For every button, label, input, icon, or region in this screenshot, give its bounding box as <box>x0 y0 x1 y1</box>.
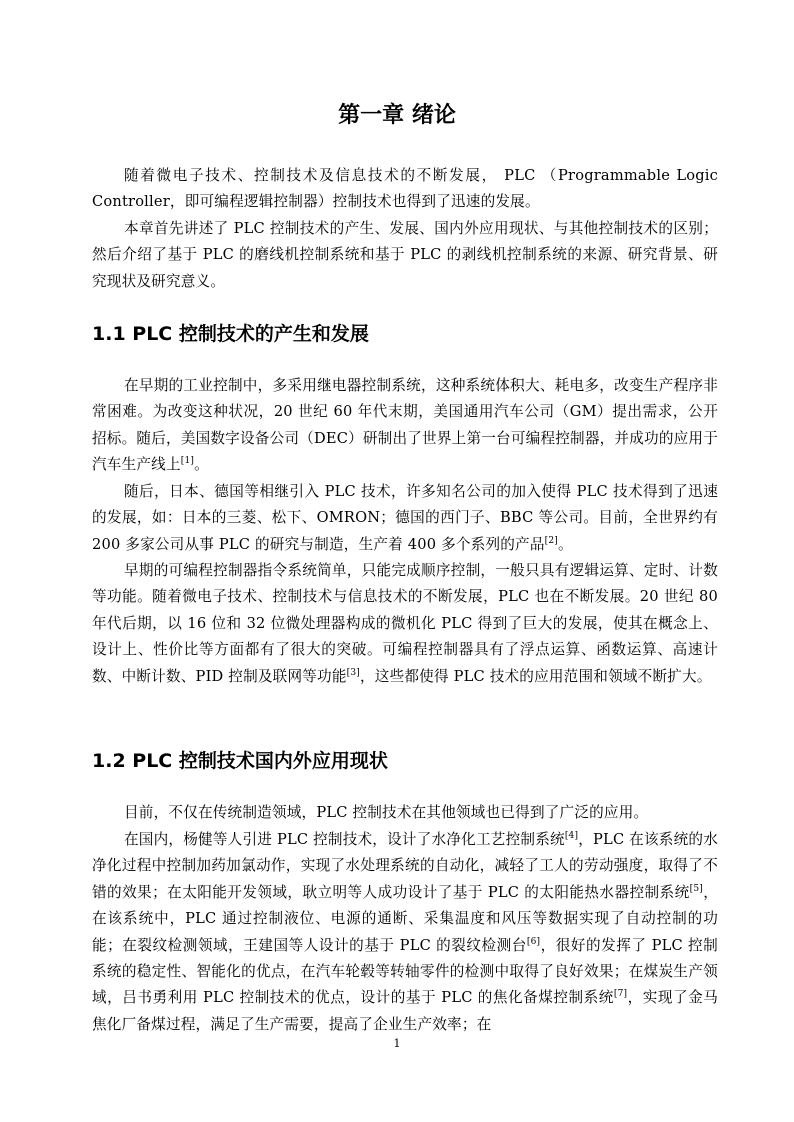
paragraph-text: 在早期的工业控制中，多采用继电器控制系统，这种系统体积大、耗电多，改变生产程序非常困难。为改变这种状况，20 世纪 60 年代末期，美国通用汽车公司（GM）提出需求，公开招标。随后，美国数字设备公司（DEC）研制出了世界上第一台可编程控制器，并成功的应用于汽车生产线上 <box>92 377 718 474</box>
citation-ref: [7] <box>613 989 628 1000</box>
paragraph-text: 早期的可编程控制器指令系统简单，只能完成顺序控制，一般只具有逻辑运算、定时、计数等功能。随着微电子技术、控制技术与信息技术的不断发展，PLC 也在不断发展。20 世纪 80 年代后期，以 16 位和 32 位微处理器构成的微机化 PLC 得到了巨大的发展，使其在概念上、设计上、性价比等方面都有了很大的突破。可编程控制器具有了浮点运算、函数运算、高速计数、中断计数、PID 控制及联网等功能 <box>92 562 718 685</box>
citation-ref: [4] <box>564 831 579 842</box>
intro-paragraph-1: 随着微电子技术、控制技术及信息技术的不断发展， PLC （Programmable Logic Controller，即可编程逻辑控制器）控制技术也得到了迅速的发展。 <box>92 167 718 211</box>
section-heading-1-1: 1.1 PLC 控制技术的产生和发展 <box>92 323 369 345</box>
page-number: 1 <box>393 1037 401 1050</box>
section1-paragraph-3 <box>92 558 718 690</box>
paragraph-text: ，很好的发挥了 PLC 控制系统的稳定性、智能化的优点，在汽车轮毂等转轴零件的检测中取得了良好效果；在煤炭生产领域，吕书勇利用 PLC 控制技术的优点，设计的基于 PLC 的焦化备煤控制系统 <box>92 936 718 1007</box>
chapter-title: 第一章 绪论 <box>338 103 456 128</box>
citation-ref: [3] <box>346 667 360 678</box>
intro-paragraph-2: 本章首先讲述了 PLC 控制技术的产生、发展、国内外应用现状、与其他控制技术的区别；然后介绍了基于 PLC 的磨线机控制系统和基于 PLC 的剥线机控制系统的来源、研究背景、研究现状及研究意义。 <box>92 220 718 290</box>
citation-ref: [1] <box>180 456 195 467</box>
paragraph-text: 。 <box>194 456 209 474</box>
section2-paragraph-2 <box>92 827 718 1038</box>
paragraph-text: ，实现了金马焦化厂备煤过程，满足了生产需要，提高了企业生产效率；在 <box>92 989 719 1033</box>
paragraph-text: 在国内，杨健等人引进 PLC 控制技术，设计了水净化工艺控制系统 <box>124 831 565 848</box>
citation-ref: [5] <box>689 883 703 894</box>
paragraph-text: 。 <box>558 535 573 553</box>
section1-paragraph-2 <box>92 479 718 558</box>
paragraph-text: 随后，日本、德国等相继引入 PLC 技术，许多知名公司的加入使得 PLC 技术得到了迅速的发展，如：日本的三菱、松下、OMRON；德国的西门子、BBC 等公司。目前，全世界约有 200 多家公司从事 PLC 的研究与制造，生产着 400 多个系列的产品 <box>92 483 718 553</box>
citation-ref: [2] <box>544 535 558 546</box>
section1-paragraph-1 <box>92 373 718 479</box>
section2-paragraph-1: 目前，不仅在传统制造领域，PLC 控制技术在其他领域也已得到了广泛的应用。 <box>124 804 649 821</box>
paragraph-text: ，这些都使得 PLC 技术的应用范围和领域不断扩大。 <box>360 667 712 685</box>
citation-ref: [6] <box>526 936 541 947</box>
paragraph-text: ，PLC 在该系统的水净化过程中控制加药加氯动作，实现了水处理系统的自动化，减轻了工人的劳动强度，取得了不错的效果；在太阳能开发领域，耿立明等人成功设计了基于 PLC 的太阳能热水器控制系统 <box>92 831 718 901</box>
section-heading-1-2: 1.2 PLC 控制技术国内外应用现状 <box>92 750 388 772</box>
paragraph-text: ，在该系统中，PLC 通过控制液位、电源的通断、采集温度和风压等数据实现了自动控制的功能；在裂纹检测领域，王建国等人设计的基于 PLC 的裂纹检测台 <box>92 883 719 954</box>
